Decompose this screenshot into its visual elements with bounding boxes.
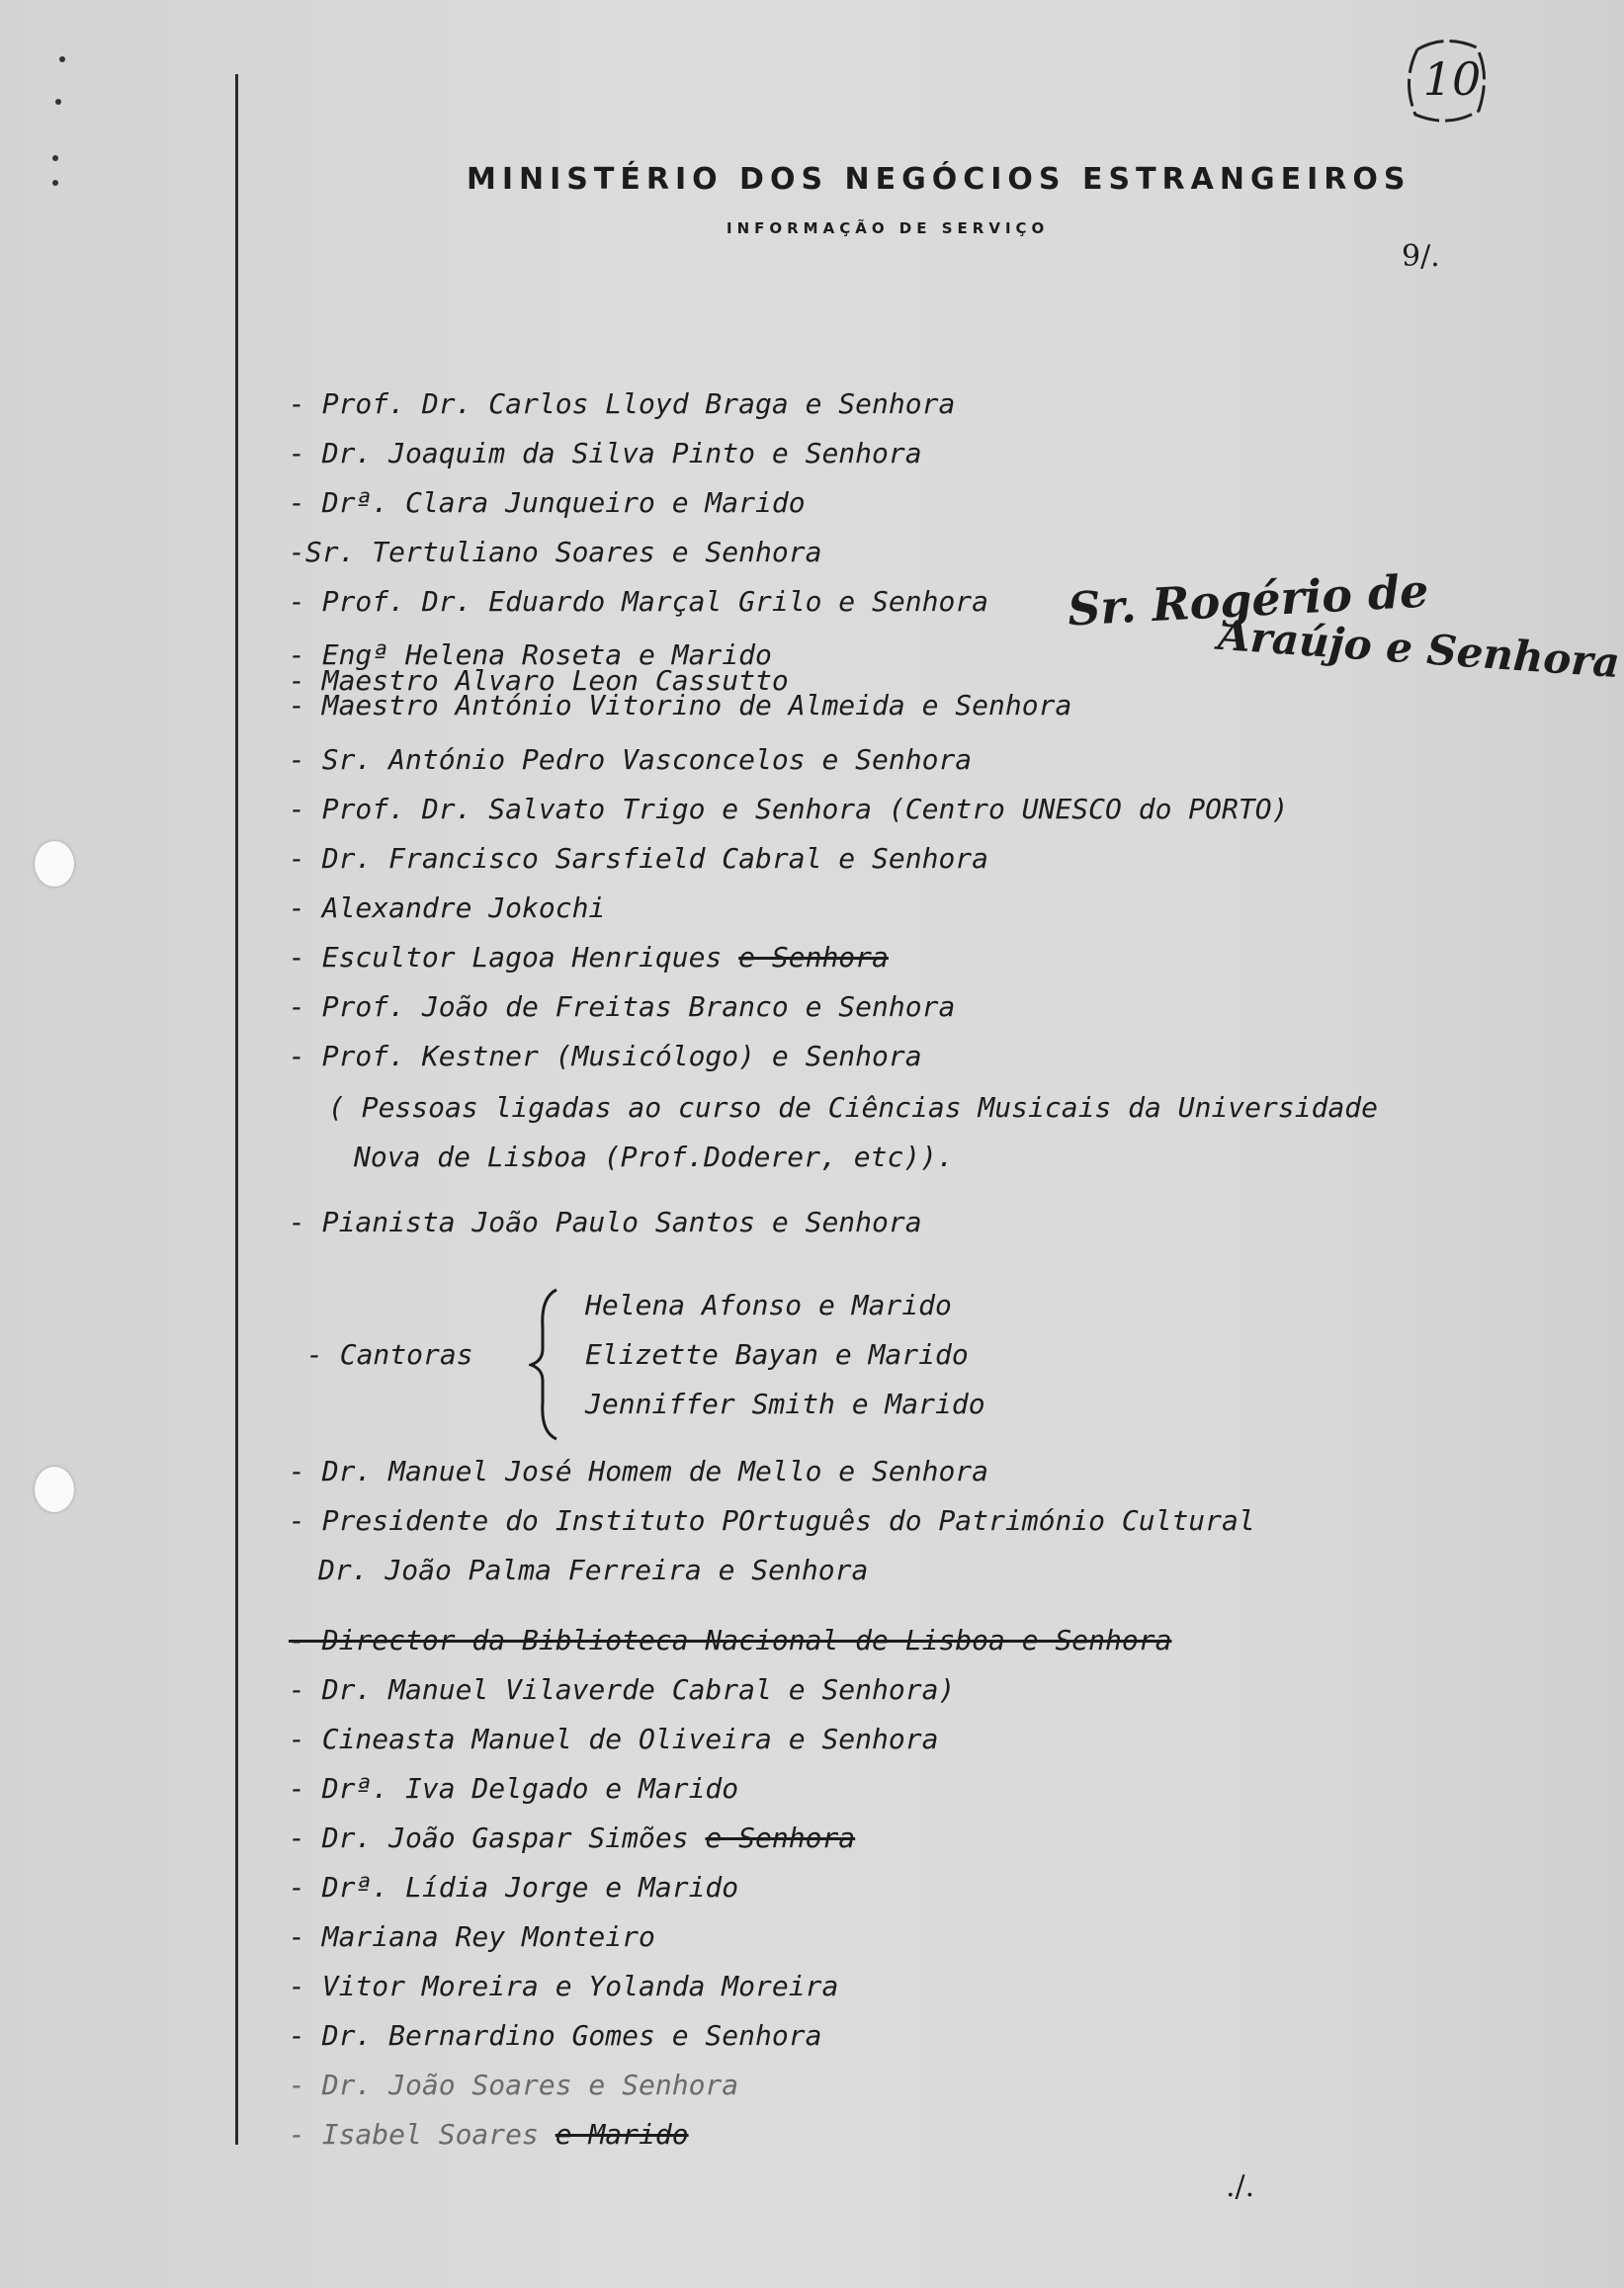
list-item: Dr. João Palma Ferreira e Senhora	[318, 1554, 869, 1586]
margin-line	[235, 74, 238, 2145]
list-item: - Vitor Moreira e Yolanda Moreira	[289, 1970, 839, 2002]
speck	[52, 180, 58, 186]
continuation-mark: ./.	[1226, 2169, 1255, 2204]
list-item: - Prof. João de Freitas Branco e Senhora	[289, 990, 956, 1023]
list-item: - Alexandre Jokochi	[289, 891, 606, 924]
cantora-item: Jenniffer Smith e Marido	[585, 1388, 985, 1420]
speck	[55, 99, 61, 105]
list-item-text: - Dr. João Gaspar Simões	[289, 1822, 689, 1854]
list-item	[289, 941, 889, 974]
document-title: MINISTÉRIO DOS NEGÓCIOS ESTRANGEIROS	[467, 162, 1411, 197]
list-item: - Dr. João Soares e Senhora	[289, 2069, 739, 2101]
list-item: - Dr. Bernardino Gomes e Senhora	[289, 2019, 822, 2052]
page-number: 9/.	[1402, 239, 1440, 274]
list-item: - Prof. Dr. Carlos Lloyd Braga e Senhora	[289, 387, 956, 420]
list-item: - Drª. Lídia Jorge e Marido	[289, 1871, 739, 1904]
handwritten-note: Araújo e Senhora	[1216, 610, 1622, 688]
list-item: - Prof. Dr. Salvato Trigo e Senhora (Centro UNESCO do PORTO)	[289, 793, 1289, 825]
list-note: ( Pessoas ligadas ao curso de Ciências Musicais da Universidade	[328, 1091, 1379, 1124]
stamp-number: 10	[1422, 52, 1482, 106]
list-item: - Drª. Clara Junqueiro e Marido	[289, 486, 806, 519]
cantora-item: Elizette Bayan e Marido	[585, 1338, 969, 1371]
list-item-text: - Isabel Soares	[289, 2118, 539, 2151]
speck	[52, 155, 58, 161]
list-item: - Dr. Manuel José Homem de Mello e Senhora	[289, 1455, 989, 1487]
struck-text: e Senhora	[738, 941, 889, 974]
list-item: - Prof. Dr. Eduardo Marçal Grilo e Senhora	[289, 585, 989, 618]
struck-text: e Senhora	[705, 1822, 856, 1854]
punch-hole	[35, 1467, 74, 1512]
list-item: -Sr. Tertuliano Soares e Senhora	[289, 536, 822, 568]
list-item	[289, 1822, 855, 1854]
list-item: - Dr. Manuel Vilaverde Cabral e Senhora)	[289, 1673, 956, 1706]
list-note: Nova de Lisboa (Prof.Doderer, etc)).	[354, 1141, 954, 1173]
list-item: - Cineasta Manuel de Oliveira e Senhora	[289, 1723, 939, 1755]
list-item-struck: - Director da Biblioteca Nacional de Lisboa e Senhora	[289, 1624, 1172, 1656]
struck-text: e Marido	[555, 2118, 689, 2151]
list-item: - Pianista João Paulo Santos e Senhora	[289, 1206, 922, 1238]
cantora-item: Helena Afonso e Marido	[585, 1289, 952, 1321]
list-item: - Engª Helena Roseta e Marido	[289, 638, 772, 671]
list-item: - Sr. António Pedro Vasconcelos e Senhora	[289, 743, 973, 776]
list-item: - Maestro António Vitorino de Almeida e Senhora	[289, 689, 1072, 721]
list-item: - Dr. Joaquim da Silva Pinto e Senhora	[289, 437, 922, 469]
document-subtitle: INFORMAÇÃO DE SERVIÇO	[727, 219, 1050, 237]
list-item: - Prof. Kestner (Musicólogo) e Senhora	[289, 1040, 922, 1072]
list-item: - Presidente do Instituto POrtuguês do Património Cultural	[289, 1504, 1255, 1537]
list-item	[289, 2118, 689, 2151]
list-item: - Drª. Iva Delgado e Marido	[289, 1772, 739, 1805]
list-item: - Mariana Rey Monteiro	[289, 1920, 655, 1953]
list-item-text: - Escultor Lagoa Henriques	[289, 941, 723, 974]
list-item: - Maestro Alvaro Leon Cassutto	[289, 664, 789, 697]
list-item: - Dr. Francisco Sarsfield Cabral e Senhora	[289, 842, 989, 875]
speck	[59, 56, 65, 62]
handwritten-note: Sr. Rogério de	[1066, 563, 1430, 636]
brace-icon	[529, 1288, 566, 1441]
cantoras-label: - Cantoras	[306, 1338, 473, 1371]
punch-hole	[35, 841, 74, 887]
